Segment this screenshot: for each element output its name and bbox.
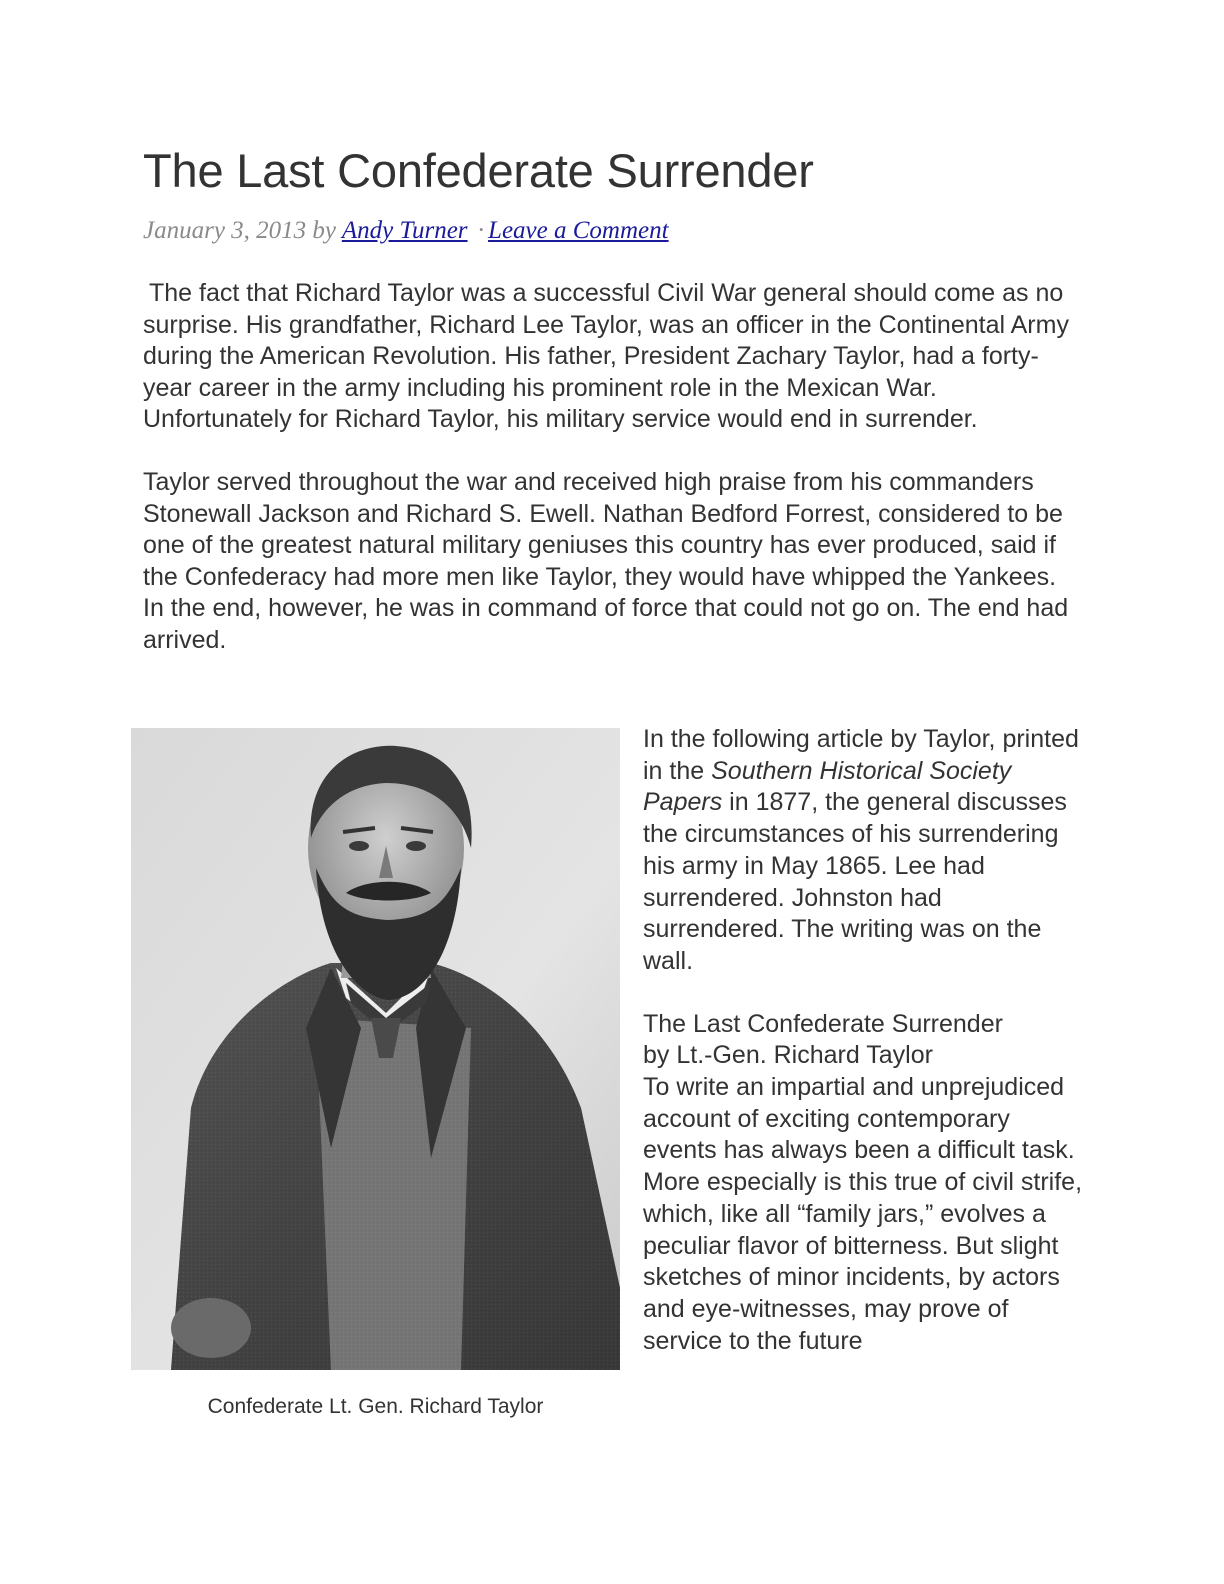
excerpt-body: To write an impartial and unprejudiced account of exciting contemporary events has always been a difficult task. More especially is this true of civil strife, which, like all “family jars,” evolves a peculiar flavor of bitterness. But slight sketches of minor incidents, by actors and eye-witnesses, may prove of service to the future xyxy=(643,1073,1083,1355)
intro-text-after: in 1877, the general discusses the circumstances of his surrendering his army in May 1865. Lee had surrendered. Johnston had surrendered. The writing was on the wall. xyxy=(643,788,1067,975)
paragraph-praise: Taylor served throughout the war and received high praise from his commanders Stonewall Jackson and Richard S. Ewell. Nathan Bedford Forrest, considered to be one of the greatest natural military geniuses this country has ever produced, said if the Confederacy had more men like Taylor, they would have whipped the Yankees. In the end, however, he was in command of force that could not go on. The end had arrived. xyxy=(143,467,1069,654)
meta-separator: · xyxy=(477,217,485,244)
intro-text-before: In the following article by Taylor, printed in the xyxy=(643,725,1079,785)
figure-caption: Confederate Lt. Gen. Richard Taylor xyxy=(207,1395,544,1418)
excerpt-byline: by Lt.-Gen. Richard Taylor xyxy=(643,1041,933,1070)
leave-comment-link[interactable]: Leave a Comment xyxy=(488,217,669,244)
article xyxy=(143,140,1083,657)
portrait-figure xyxy=(131,728,620,1420)
article-title: The Last Confederate Surrender xyxy=(143,144,814,197)
paragraph-intro: The fact that Richard Taylor was a successful Civil War general should come as no surprise. His grandfather, Richard Lee Taylor, was an officer in the Continental Army during the American Revolution. His father, President Zachary Taylor, had a forty-year career in the army including his prominent role in the Mexican War. Unfortunately for Richard Taylor, his military service would end in surrender. xyxy=(143,279,1069,434)
author-link[interactable]: Andy Turner xyxy=(341,217,468,244)
portrait-photo xyxy=(131,728,620,1370)
by-text: by xyxy=(312,217,337,244)
post-date: January 3, 2013 xyxy=(143,217,307,244)
excerpt-title: The Last Confederate Surrender xyxy=(643,1009,1003,1038)
publication-title: Southern Historical Society Papers xyxy=(643,756,1012,817)
side-text-column xyxy=(643,724,1083,1357)
paragraph-article-intro xyxy=(643,724,1083,978)
article-meta xyxy=(143,214,1083,248)
